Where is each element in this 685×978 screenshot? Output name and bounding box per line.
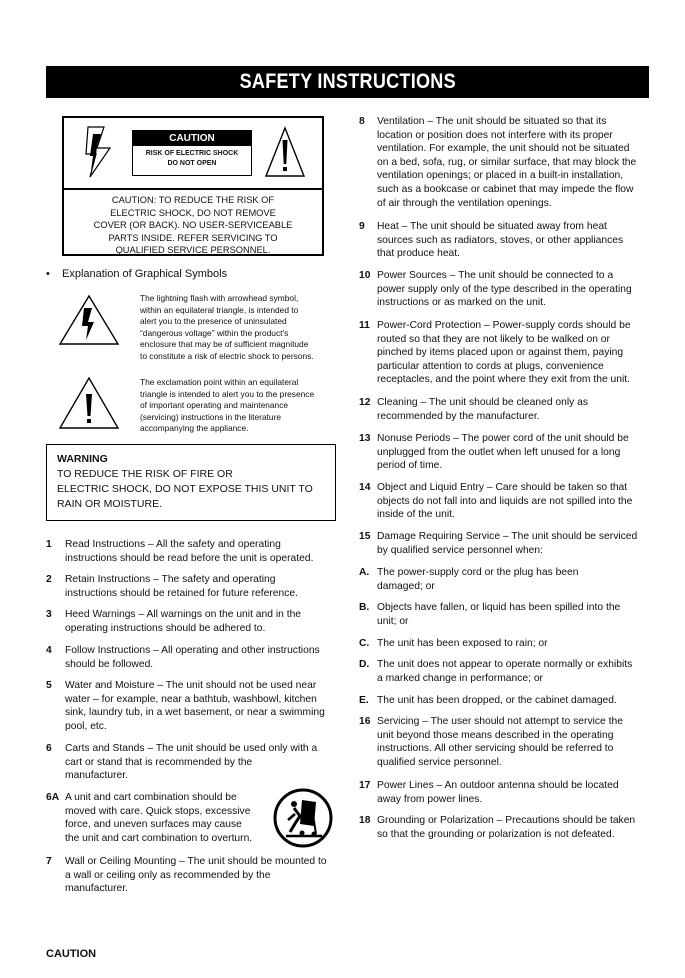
item-text	[377, 481, 632, 522]
caution-label-body	[133, 146, 251, 169]
item-line: operating instructions should be adhered to.	[65, 622, 266, 634]
item-line: Power Lines – An outdoor antenna should be located	[377, 780, 619, 791]
item-text	[377, 637, 548, 651]
item-line: sink, laundry tub, in a wet basement, or near a swimming	[65, 707, 325, 719]
item-number: 2	[46, 574, 52, 585]
lightning-symbol-description	[140, 293, 340, 363]
item-line: Read Instructions – All the safety and operating	[65, 539, 281, 550]
item-number: 8	[359, 116, 365, 127]
item-text	[65, 538, 313, 565]
item-line: particular attention to cords at plugs, convenience	[377, 360, 604, 372]
item-line: instructions or as marked on the unit.	[377, 297, 546, 309]
warning-title: WARNING	[57, 453, 108, 465]
description-line: The exclamation point within an equilateral	[140, 377, 299, 387]
item-line: location or position does not interfere with its proper	[377, 129, 613, 141]
item-line: The unit has been exposed to rain; or	[377, 638, 548, 649]
item-line: Retain Instructions – The safety and operating	[65, 574, 276, 585]
item-number: 1	[46, 539, 52, 550]
description-line: enclosure that may be of sufficient magnitude	[140, 339, 309, 350]
item-text	[65, 742, 317, 783]
item-line: Servicing – The user should not attempt to service the	[377, 716, 623, 727]
item-text	[377, 115, 636, 210]
item-line: Damage Requiring Service – The unit should be serviced	[377, 531, 638, 542]
item-line: should be followed.	[65, 658, 154, 670]
item-line: objects do not fall into and liquids are not spilled into the	[377, 495, 633, 507]
description-line: accompanying the appliance.	[140, 423, 249, 434]
item-text	[377, 694, 617, 708]
caution-text-line: COVER (OR BACK). NO USER-SERVICEABLE	[93, 220, 293, 230]
item-line: Cleaning – The unit should be cleaned only as	[377, 397, 589, 408]
warning-box	[46, 444, 336, 521]
item-line: instructions should be read before the unit is operated.	[65, 552, 314, 564]
item-number: B.	[359, 602, 370, 613]
item-line: pool, etc.	[65, 720, 107, 732]
item-line: instructions should be retained for future reference.	[65, 587, 298, 599]
item-number: A.	[359, 567, 370, 578]
item-line: Power-Cord Protection – Power-supply cords should be	[377, 320, 631, 331]
description-line: “dangerous voltage” within the product’s	[140, 327, 289, 338]
item-line: damaged; or	[377, 580, 435, 592]
item-line: a marked change in performance; or	[377, 672, 543, 684]
item-line: away from power lines.	[377, 793, 483, 805]
caution-text	[64, 194, 322, 257]
item-text	[377, 814, 635, 841]
item-text	[377, 530, 637, 557]
caution-label-line: DO NOT OPEN	[167, 160, 217, 167]
symbols-heading: Explanation of Graphical Symbols	[62, 268, 228, 280]
item-line: The unit has been dropped, or the cabinet damaged.	[377, 695, 617, 706]
item-line: recommended by the manufacturer.	[377, 410, 540, 422]
item-number: 6A	[46, 792, 60, 803]
item-number: 9	[359, 221, 365, 232]
item-text	[377, 220, 623, 261]
warning-text	[57, 467, 325, 512]
item-text	[65, 791, 252, 845]
item-number: 17	[359, 780, 371, 791]
exclamation-symbol-description	[140, 377, 340, 435]
item-line: Power Sources – The unit should be connected to a	[377, 270, 614, 281]
item-line: unit beyond those means described in the operating	[377, 729, 614, 741]
description-line: of important operating and maintenance	[140, 400, 289, 411]
item-text	[377, 319, 631, 387]
item-line: instructions. All other servicing should be referred to	[377, 743, 614, 755]
item-line: a wall or ceiling only as recommended by the	[65, 869, 271, 881]
warning-line: ELECTRIC SHOCK, DO NOT EXPOSE THIS UNIT TO	[57, 483, 313, 495]
item-number: C.	[359, 638, 370, 649]
item-text	[65, 679, 325, 733]
item-number: 4	[46, 645, 52, 656]
caution-text-line: ELECTRIC SHOCK, DO NOT REMOVE	[110, 207, 276, 218]
caution-text-line: CAUTION: TO REDUCE THE RISK OF	[111, 195, 275, 205]
description-line: triangle is intended to alert you to the presence	[140, 388, 315, 399]
caution-label-top	[64, 118, 322, 190]
description-line: alert you to the presence of uninsulated	[140, 316, 287, 327]
page-title-bar	[46, 66, 649, 98]
item-line: ventilation. For example, the unit should not be situated	[377, 143, 630, 155]
item-line: the unit and cart combination to overturn.	[65, 832, 253, 844]
item-line: routed so that they are not likely to be walked on or	[377, 333, 610, 345]
lightning-bolt-icon	[84, 126, 114, 178]
item-line: by qualified service personnel when:	[377, 544, 543, 556]
item-line: on a bed, sofa, rug, or similar surface, that may block the	[377, 156, 637, 168]
item-number: 15	[359, 531, 371, 542]
item-line: qualified service personnel.	[377, 756, 502, 768]
item-number: 14	[359, 482, 371, 493]
item-text	[377, 269, 632, 310]
item-number: D.	[359, 659, 370, 670]
item-line: such as a bookcase or cabinet that may impede the flow	[377, 183, 634, 195]
warning-line: RAIN OR MOISTURE.	[57, 498, 163, 510]
warning-line: TO REDUCE THE RISK OF FIRE OR	[57, 468, 233, 480]
item-text	[65, 855, 327, 896]
item-line: force, and uneven surfaces may cause	[65, 819, 242, 831]
item-line: Heat – The unit should be situated away from heat	[377, 221, 607, 232]
item-number: 11	[359, 320, 370, 331]
item-line: cart or stand that is recommended by the	[65, 756, 253, 768]
item-number: E.	[359, 695, 369, 706]
description-line: within an equilateral triangle, is intended to	[140, 304, 299, 315]
caution-label-line: RISK OF ELECTRIC SHOCK	[145, 150, 239, 157]
footer-caution-heading: CAUTION	[46, 948, 97, 960]
item-line: pinched by items placed upon or against them, paying	[377, 347, 624, 359]
item-line: manufacturer.	[65, 883, 128, 895]
item-line: inside of the unit.	[377, 509, 455, 521]
item-line: The power-supply cord or the plug has been	[377, 567, 579, 578]
item-line: moved with care. Quick stops, excessive	[65, 805, 251, 817]
caution-text-line: PARTS INSIDE. REFER SERVICING TO	[108, 232, 278, 243]
item-number: 7	[46, 856, 52, 867]
item-text	[377, 658, 632, 685]
item-text	[65, 644, 320, 671]
page-title: SAFETY INSTRUCTIONS	[239, 70, 456, 93]
item-line: water – for example, near a bathtub, washbowl, kitchen	[65, 693, 317, 705]
item-line: Wall or Ceiling Mounting – The unit should be mounted to	[65, 856, 327, 867]
item-number: 5	[46, 680, 52, 691]
item-number: 16	[359, 716, 371, 727]
bullet-icon: •	[46, 268, 50, 280]
item-line: The unit does not appear to operate normally or exhibits	[377, 659, 633, 670]
item-line: ventilation openings; or placed in a built-in installation,	[377, 170, 624, 182]
description-line: The lightning flash with arrowhead symbol,	[140, 293, 299, 303]
exclamation-triangle-icon	[264, 126, 306, 178]
item-text	[377, 779, 619, 806]
caution-label-box	[62, 116, 324, 256]
item-text	[65, 608, 301, 635]
item-text	[377, 566, 578, 593]
item-line: of air through the ventilation openings.	[377, 197, 552, 209]
item-line: unit; or	[377, 615, 409, 627]
item-line: period of time.	[377, 460, 443, 472]
item-number: 18	[359, 815, 371, 826]
item-line: Nonuse Periods – The power cord of the unit should be	[377, 433, 629, 444]
caution-label-title: CAUTION	[133, 131, 251, 146]
item-text	[65, 573, 298, 600]
item-text	[377, 396, 588, 423]
item-line: Ventilation – The unit should be situated so that its	[377, 116, 607, 127]
caution-text-line: QUALIFIED SERVICE PERSONNEL.	[115, 245, 271, 255]
caution-label	[132, 130, 252, 176]
lightning-triangle-icon	[58, 294, 120, 346]
item-text	[377, 601, 620, 628]
item-line: sources such as radiators, stoves, or other appliances	[377, 234, 624, 246]
item-line: power supply only of the type described in the operating	[377, 283, 632, 295]
item-number: 6	[46, 743, 52, 754]
cart-warning-icon	[272, 788, 334, 848]
item-line: unplugged from the outlet when left unused for a long	[377, 446, 621, 458]
item-number: 10	[359, 270, 371, 281]
item-number: 13	[359, 433, 371, 444]
item-line: Carts and Stands – The unit should be used only with a	[65, 743, 318, 754]
exclamation-triangle-icon	[58, 376, 120, 430]
item-line: Water and Moisture – The unit should not be used near	[65, 680, 317, 691]
item-line: so that the grounding or polarization is not defeated.	[377, 828, 615, 840]
item-text	[377, 715, 623, 769]
item-line: Heed Warnings – All warnings on the unit and in the	[65, 609, 302, 620]
item-number: 3	[46, 609, 52, 620]
item-text	[377, 432, 629, 473]
description-line: to constitute a risk of electric shock to persons.	[140, 350, 314, 361]
item-line: that produce heat.	[377, 248, 461, 260]
item-line: manufacturer.	[65, 770, 128, 782]
description-line: (servicing) instructions in the literature	[140, 411, 282, 422]
item-line: receptacles, and the point where they exit from the unit.	[377, 374, 630, 386]
item-line: Follow Instructions – All operating and other instructions	[65, 645, 320, 656]
item-number: 12	[359, 397, 371, 408]
item-line: Grounding or Polarization – Precautions should be taken	[377, 815, 636, 826]
item-line: Objects have fallen, or liquid has been spilled into the	[377, 602, 621, 613]
item-line: Object and Liquid Entry – Care should be taken so that	[377, 482, 628, 493]
item-line: A unit and cart combination should be	[65, 792, 237, 803]
